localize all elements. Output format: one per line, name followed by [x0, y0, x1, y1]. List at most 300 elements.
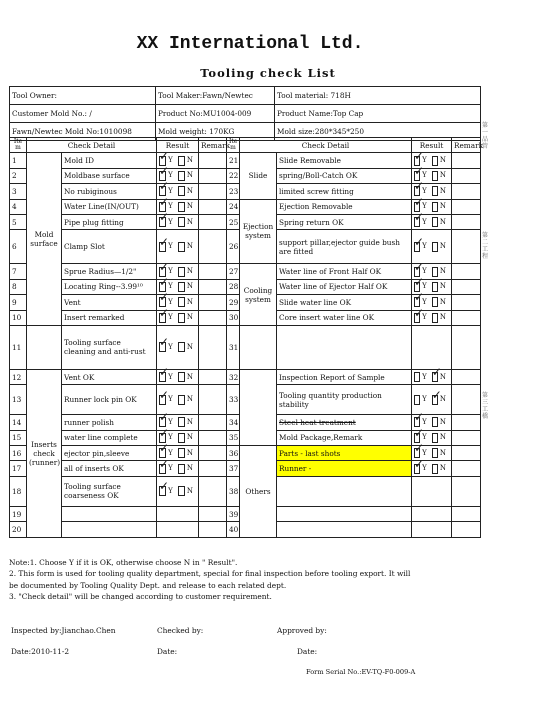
label-no: N — [439, 171, 446, 180]
left-result[interactable] — [157, 506, 199, 521]
note-line: be documented by Tooling Quality Dept. and release to each related dept. — [9, 580, 287, 590]
remark-cell[interactable] — [199, 325, 227, 369]
mold-size: Mold size:280*345*250 — [275, 123, 481, 141]
item-number: 19 — [10, 506, 27, 521]
tool-material: Tool material: 718H — [275, 87, 481, 105]
check-detail: all of inserts OK — [62, 461, 157, 476]
checkbox-yes[interactable] — [159, 486, 166, 496]
remark-cell[interactable] — [199, 153, 227, 168]
col-remark: Remark — [199, 138, 227, 153]
label-yes: Y — [422, 448, 427, 457]
category-inserts_check: Inserts check (runner) — [27, 369, 62, 537]
remark-cell[interactable] — [199, 184, 227, 199]
label-no: N — [439, 395, 446, 404]
label-yes: Y — [168, 156, 173, 165]
label-yes: Y — [168, 464, 173, 473]
check-detail — [62, 506, 157, 521]
item-number: 40 — [227, 522, 240, 537]
label-yes: Y — [422, 217, 427, 226]
item-number: 14 — [10, 415, 27, 430]
check-detail — [277, 506, 412, 521]
remark-cell[interactable] — [199, 230, 227, 264]
checkbox-yes[interactable] — [159, 242, 166, 252]
right-result[interactable] — [412, 522, 452, 537]
right-result[interactable] — [412, 325, 452, 369]
check-detail: Slide Removable — [277, 153, 412, 168]
item-number: 28 — [227, 279, 240, 294]
remark-cell[interactable] — [199, 369, 227, 384]
remark-cell[interactable] — [199, 199, 227, 214]
label-no: N — [186, 395, 193, 404]
check-detail: spring/Boll-Catch OK — [277, 168, 412, 183]
item-number: 15 — [10, 430, 27, 445]
checkbox-no[interactable] — [178, 242, 185, 252]
item-number: 11 — [10, 325, 27, 369]
checkbox-no[interactable] — [432, 186, 438, 196]
category-ejection_system: Ejection system — [240, 199, 277, 264]
label-no: N — [186, 171, 193, 180]
left-result[interactable] — [157, 522, 199, 537]
document-title: XX International Ltd. — [136, 34, 364, 54]
label-no: N — [186, 282, 193, 291]
remark-cell[interactable] — [452, 214, 481, 229]
label-yes: Y — [422, 372, 427, 381]
item-number: 27 — [227, 264, 240, 279]
remark-cell[interactable] — [452, 325, 481, 369]
item-number: 32 — [227, 369, 240, 384]
label-no: N — [439, 448, 446, 457]
label-yes: Y — [168, 395, 173, 404]
checkbox-yes[interactable] — [159, 217, 166, 227]
col-item: Ite m — [10, 138, 27, 153]
check-detail — [277, 522, 412, 537]
checkbox-no[interactable] — [432, 372, 438, 382]
remark-cell[interactable] — [452, 279, 481, 294]
remark-cell[interactable] — [452, 310, 481, 325]
check-detail: Runner lock pin OK — [62, 385, 157, 415]
approval-date: Date: — [297, 647, 318, 656]
remark-cell[interactable] — [199, 522, 227, 537]
label-no: N — [439, 464, 446, 473]
label-no: N — [186, 464, 193, 473]
col-check-detail: Check Detail — [240, 138, 412, 153]
label-no: N — [186, 313, 193, 322]
check-detail: Steel heat treatment — [277, 415, 412, 430]
label-no: N — [186, 417, 193, 426]
checkbox-no[interactable] — [178, 282, 185, 292]
check-detail: Parts - last shots — [277, 446, 412, 461]
label-yes: Y — [168, 342, 173, 351]
label-yes: Y — [422, 433, 427, 442]
remark-cell[interactable] — [199, 476, 227, 506]
item-number: 22 — [227, 168, 240, 183]
tool-maker: Tool Maker:Fawn/Newtec — [156, 87, 275, 105]
item-number: 24 — [227, 199, 240, 214]
remark-cell[interactable] — [452, 369, 481, 384]
check-detail: Tooling quantity production stability — [277, 385, 412, 415]
item-number: 36 — [227, 446, 240, 461]
category-slide: Slide — [240, 153, 277, 199]
side-stamp: 第一品管 — [481, 122, 488, 150]
check-detail: Water line of Ejector Half OK — [277, 279, 412, 294]
col-remark: Remark — [452, 138, 481, 153]
item-number: 3 — [10, 184, 27, 199]
label-no: N — [439, 267, 446, 276]
check-detail: Sprue Radius—1/2" — [62, 264, 157, 279]
category-cooling_system: Cooling system — [240, 264, 277, 326]
item-number: 9 — [10, 295, 27, 310]
check-detail: Runner - — [277, 461, 412, 476]
checkbox-no[interactable] — [432, 297, 438, 307]
checkbox-no[interactable] — [178, 186, 185, 196]
label-yes: Y — [168, 372, 173, 381]
remark-cell[interactable] — [199, 415, 227, 430]
label-no: N — [186, 342, 193, 351]
tool-owner: Tool Owner: — [10, 87, 156, 105]
label-yes: Y — [168, 242, 173, 251]
right-result[interactable] — [412, 214, 452, 229]
item-number: 16 — [10, 446, 27, 461]
item-number: 8 — [10, 279, 27, 294]
label-no: N — [439, 156, 446, 165]
check-date: Date: — [157, 647, 178, 656]
remark-cell[interactable] — [452, 184, 481, 199]
remark-cell[interactable] — [199, 385, 227, 415]
item-number: 18 — [10, 476, 27, 506]
check-detail: Insert remarked — [62, 310, 157, 325]
remark-cell[interactable] — [452, 430, 481, 445]
category-mold_surface: Mold surface — [27, 153, 62, 326]
checkbox-no[interactable] — [432, 217, 438, 227]
checkbox-no[interactable] — [178, 267, 185, 277]
remark-cell[interactable] — [452, 522, 481, 537]
checkbox-yes[interactable] — [414, 217, 420, 227]
check-detail: Inspection Report of Sample — [277, 369, 412, 384]
check-detail: Moldbase surface — [62, 168, 157, 183]
inspection-date: Date:2010-11-2 — [11, 647, 70, 656]
category-blank — [27, 325, 62, 369]
right-result[interactable] — [412, 476, 452, 506]
check-detail: Water line of Front Half OK — [277, 264, 412, 279]
checkbox-no[interactable] — [178, 297, 185, 307]
label-no: N — [439, 417, 446, 426]
item-number: 30 — [227, 310, 240, 325]
check-detail: Pipe plug fitting — [62, 214, 157, 229]
remark-cell[interactable] — [452, 385, 481, 415]
side-stamp: 第三工橋 — [481, 392, 488, 420]
left-result[interactable] — [157, 369, 199, 384]
item-number: 29 — [227, 295, 240, 310]
checkbox-yes[interactable] — [414, 372, 420, 382]
label-yes: Y — [422, 395, 427, 404]
right-result[interactable] — [412, 461, 452, 476]
check-detail: support pillar,ejector guide bush are fitted — [277, 230, 412, 264]
item-number: 38 — [227, 476, 240, 506]
item-number: 35 — [227, 430, 240, 445]
checkbox-no[interactable] — [178, 156, 185, 166]
checkbox-no[interactable] — [432, 171, 438, 181]
label-no: N — [439, 372, 446, 381]
checkbox-no[interactable] — [178, 171, 185, 181]
checkbox-no[interactable] — [432, 433, 438, 443]
checkbox-no[interactable] — [178, 433, 185, 443]
check-detail: No rubiginous — [62, 184, 157, 199]
label-no: N — [439, 282, 446, 291]
checkbox-no[interactable] — [178, 417, 185, 427]
check-detail — [62, 522, 157, 537]
table-header-row — [10, 138, 481, 153]
checkbox-yes[interactable] — [414, 395, 420, 405]
table-row — [10, 325, 481, 369]
left-result[interactable] — [157, 214, 199, 229]
label-yes: Y — [168, 217, 173, 226]
checkbox-yes[interactable] — [159, 342, 166, 352]
item-number: 26 — [227, 230, 240, 264]
label-yes: Y — [422, 464, 427, 473]
remark-cell[interactable] — [452, 476, 481, 506]
table-row — [10, 369, 481, 384]
left-result[interactable] — [157, 325, 199, 369]
checkbox-yes[interactable] — [159, 395, 166, 405]
label-no: N — [439, 217, 446, 226]
remark-cell[interactable] — [452, 461, 481, 476]
label-no: N — [439, 186, 446, 195]
checkbox-no[interactable] — [432, 395, 438, 405]
label-no: N — [186, 217, 193, 226]
label-no: N — [186, 186, 193, 195]
side-stamp: 第二工程 — [481, 232, 488, 260]
checkbox-no[interactable] — [178, 448, 185, 458]
item-number: 6 — [10, 230, 27, 264]
check-detail — [277, 476, 412, 506]
checkbox-no[interactable] — [178, 372, 185, 382]
note-line: 2. This form is used for tooling quality department, special for final inspection before tooling export. It will — [9, 569, 411, 579]
checkbox-yes[interactable] — [414, 313, 420, 323]
remark-cell[interactable] — [199, 461, 227, 476]
label-no: N — [439, 433, 446, 442]
label-no: N — [186, 448, 193, 457]
product-no: Product No:MU1004-009 — [156, 105, 275, 123]
customer-mold-no: Customer Mold No.: / — [10, 105, 156, 123]
label-yes: Y — [168, 433, 173, 442]
form-serial-no: Form Serial No.:EV-TQ-F0-009-A — [306, 668, 416, 676]
left-result[interactable] — [157, 310, 199, 325]
item-number: 25 — [227, 214, 240, 229]
checkbox-no[interactable] — [432, 464, 438, 474]
table-row — [10, 153, 481, 168]
checkbox-no[interactable] — [432, 202, 438, 212]
category-others: Others — [240, 446, 277, 538]
check-detail: Slide water line OK — [277, 295, 412, 310]
checkbox-no[interactable] — [178, 342, 185, 352]
label-yes: Y — [422, 242, 427, 251]
label-yes: Y — [168, 313, 173, 322]
item-number: 7 — [10, 264, 27, 279]
remark-cell[interactable] — [199, 264, 227, 279]
label-yes: Y — [422, 282, 427, 291]
checkbox-no[interactable] — [432, 313, 438, 323]
label-yes: Y — [422, 156, 427, 165]
checked-by: Checked by: — [157, 626, 204, 635]
label-yes: Y — [422, 313, 427, 322]
check-detail: water line complete — [62, 430, 157, 445]
item-number: 31 — [227, 325, 240, 369]
item-number: 13 — [10, 385, 27, 415]
check-detail: runner polish — [62, 415, 157, 430]
label-yes: Y — [168, 202, 173, 211]
left-result[interactable] — [157, 461, 199, 476]
item-number: 17 — [10, 461, 27, 476]
right-result[interactable] — [412, 369, 452, 384]
check-detail: Tooling surface cleaning and anti-rust — [62, 325, 157, 369]
checkbox-no[interactable] — [432, 267, 438, 277]
checkbox-yes[interactable] — [159, 372, 166, 382]
col-result: Result — [157, 138, 199, 153]
check-detail — [277, 325, 412, 369]
col-result: Result — [412, 138, 452, 153]
check-detail: Mold ID — [62, 153, 157, 168]
label-yes: Y — [422, 297, 427, 306]
right-result[interactable] — [412, 506, 452, 521]
checkbox-no[interactable] — [178, 395, 185, 405]
left-result[interactable] — [157, 476, 199, 506]
remark-cell[interactable] — [199, 214, 227, 229]
item-number: 20 — [10, 522, 27, 537]
check-detail: limited screw fitting — [277, 184, 412, 199]
label-no: N — [186, 242, 193, 251]
product-name: Product Name:Top Cap — [275, 105, 481, 123]
checkbox-yes[interactable] — [159, 313, 166, 323]
check-detail: Water Line(IN/OUT) — [62, 199, 157, 214]
right-result[interactable] — [412, 230, 452, 264]
item-number: 34 — [227, 415, 240, 430]
check-detail: Locating Ring--3.99¹⁰ — [62, 279, 157, 294]
remark-cell[interactable] — [452, 506, 481, 521]
check-detail: Mold Package,Remark — [277, 430, 412, 445]
item-number: 10 — [10, 310, 27, 325]
check-detail: Clamp Slot — [62, 230, 157, 264]
label-yes: Y — [168, 486, 173, 495]
inspected-by: Inspected by:Jianchao.Chen — [11, 626, 116, 635]
right-result[interactable] — [412, 310, 452, 325]
remark-cell[interactable] — [452, 168, 481, 183]
label-yes: Y — [168, 282, 173, 291]
checkbox-no[interactable] — [432, 282, 438, 292]
label-yes: Y — [422, 186, 427, 195]
mold-weight: Mold weight: 170KG — [156, 123, 275, 141]
remark-cell[interactable] — [452, 230, 481, 264]
check-detail: Vent — [62, 295, 157, 310]
item-number: 39 — [227, 506, 240, 521]
item-number: 37 — [227, 461, 240, 476]
label-yes: Y — [168, 267, 173, 276]
remark-cell[interactable] — [452, 415, 481, 430]
label-no: N — [186, 372, 193, 381]
label-no: N — [439, 297, 446, 306]
check-table — [9, 137, 481, 538]
col-check-detail: Check Detail — [27, 138, 157, 153]
check-detail: Spring return OK — [277, 214, 412, 229]
label-no: N — [186, 202, 193, 211]
check-detail: ejector pin,sleeve — [62, 446, 157, 461]
remark-cell[interactable] — [199, 430, 227, 445]
remark-cell[interactable] — [199, 168, 227, 183]
table-row — [10, 264, 481, 279]
label-no: N — [186, 267, 193, 276]
label-yes: Y — [422, 417, 427, 426]
label-yes: Y — [422, 202, 427, 211]
check-detail: Ejection Removable — [277, 199, 412, 214]
item-number: 12 — [10, 369, 27, 384]
item-number: 5 — [10, 214, 27, 229]
checkbox-yes[interactable] — [414, 242, 420, 252]
checkbox-no[interactable] — [432, 448, 438, 458]
remark-cell[interactable] — [199, 310, 227, 325]
item-number: 1 — [10, 153, 27, 168]
remark-cell[interactable] — [452, 295, 481, 310]
check-detail: Tooling surface coarseness OK — [62, 476, 157, 506]
document-subtitle: Tooling check List — [200, 66, 336, 80]
check-detail: Vent OK — [62, 369, 157, 384]
label-no: N — [439, 313, 446, 322]
label-yes: Y — [168, 171, 173, 180]
label-no: N — [439, 202, 446, 211]
label-no: N — [186, 433, 193, 442]
table-row — [10, 199, 481, 214]
label-yes: Y — [422, 267, 427, 276]
item-number: 2 — [10, 168, 27, 183]
label-no: N — [186, 486, 193, 495]
remark-cell[interactable] — [452, 264, 481, 279]
item-number: 4 — [10, 199, 27, 214]
checkbox-no[interactable] — [432, 417, 438, 427]
checkbox-no[interactable] — [432, 156, 438, 166]
checkbox-yes[interactable] — [159, 464, 166, 474]
remark-cell[interactable] — [452, 199, 481, 214]
checkbox-yes[interactable] — [414, 464, 420, 474]
fawn-mold-no: Fawn/Newtec Mold No:1010098 — [10, 123, 156, 141]
category-blank — [240, 325, 277, 369]
left-result[interactable] — [157, 230, 199, 264]
remark-cell[interactable] — [452, 446, 481, 461]
label-yes: Y — [168, 186, 173, 195]
checkbox-no[interactable] — [178, 464, 185, 474]
label-no: N — [439, 242, 446, 251]
checkbox-no[interactable] — [178, 486, 185, 496]
category-blank — [240, 369, 277, 445]
checkbox-no[interactable] — [432, 242, 438, 252]
remark-cell[interactable] — [199, 506, 227, 521]
notes-section — [9, 557, 489, 603]
note-line: Note:1. Choose Y if it is OK, otherwise choose N in " Result". — [9, 558, 238, 567]
checkbox-no[interactable] — [178, 313, 185, 323]
checkbox-no[interactable] — [178, 202, 185, 212]
col-item: Ite m — [227, 138, 240, 153]
label-yes: Y — [168, 448, 173, 457]
remark-cell[interactable] — [199, 446, 227, 461]
label-yes: Y — [168, 417, 173, 426]
note-line: 3. "Check detail" will be changed according to customer requirement. — [9, 592, 272, 602]
remark-cell[interactable] — [452, 153, 481, 168]
item-number: 33 — [227, 385, 240, 415]
checkbox-no[interactable] — [178, 217, 185, 227]
remark-cell[interactable] — [199, 295, 227, 310]
label-yes: Y — [422, 171, 427, 180]
label-yes: Y — [168, 297, 173, 306]
label-no: N — [186, 156, 193, 165]
label-no: N — [186, 297, 193, 306]
remark-cell[interactable] — [199, 279, 227, 294]
